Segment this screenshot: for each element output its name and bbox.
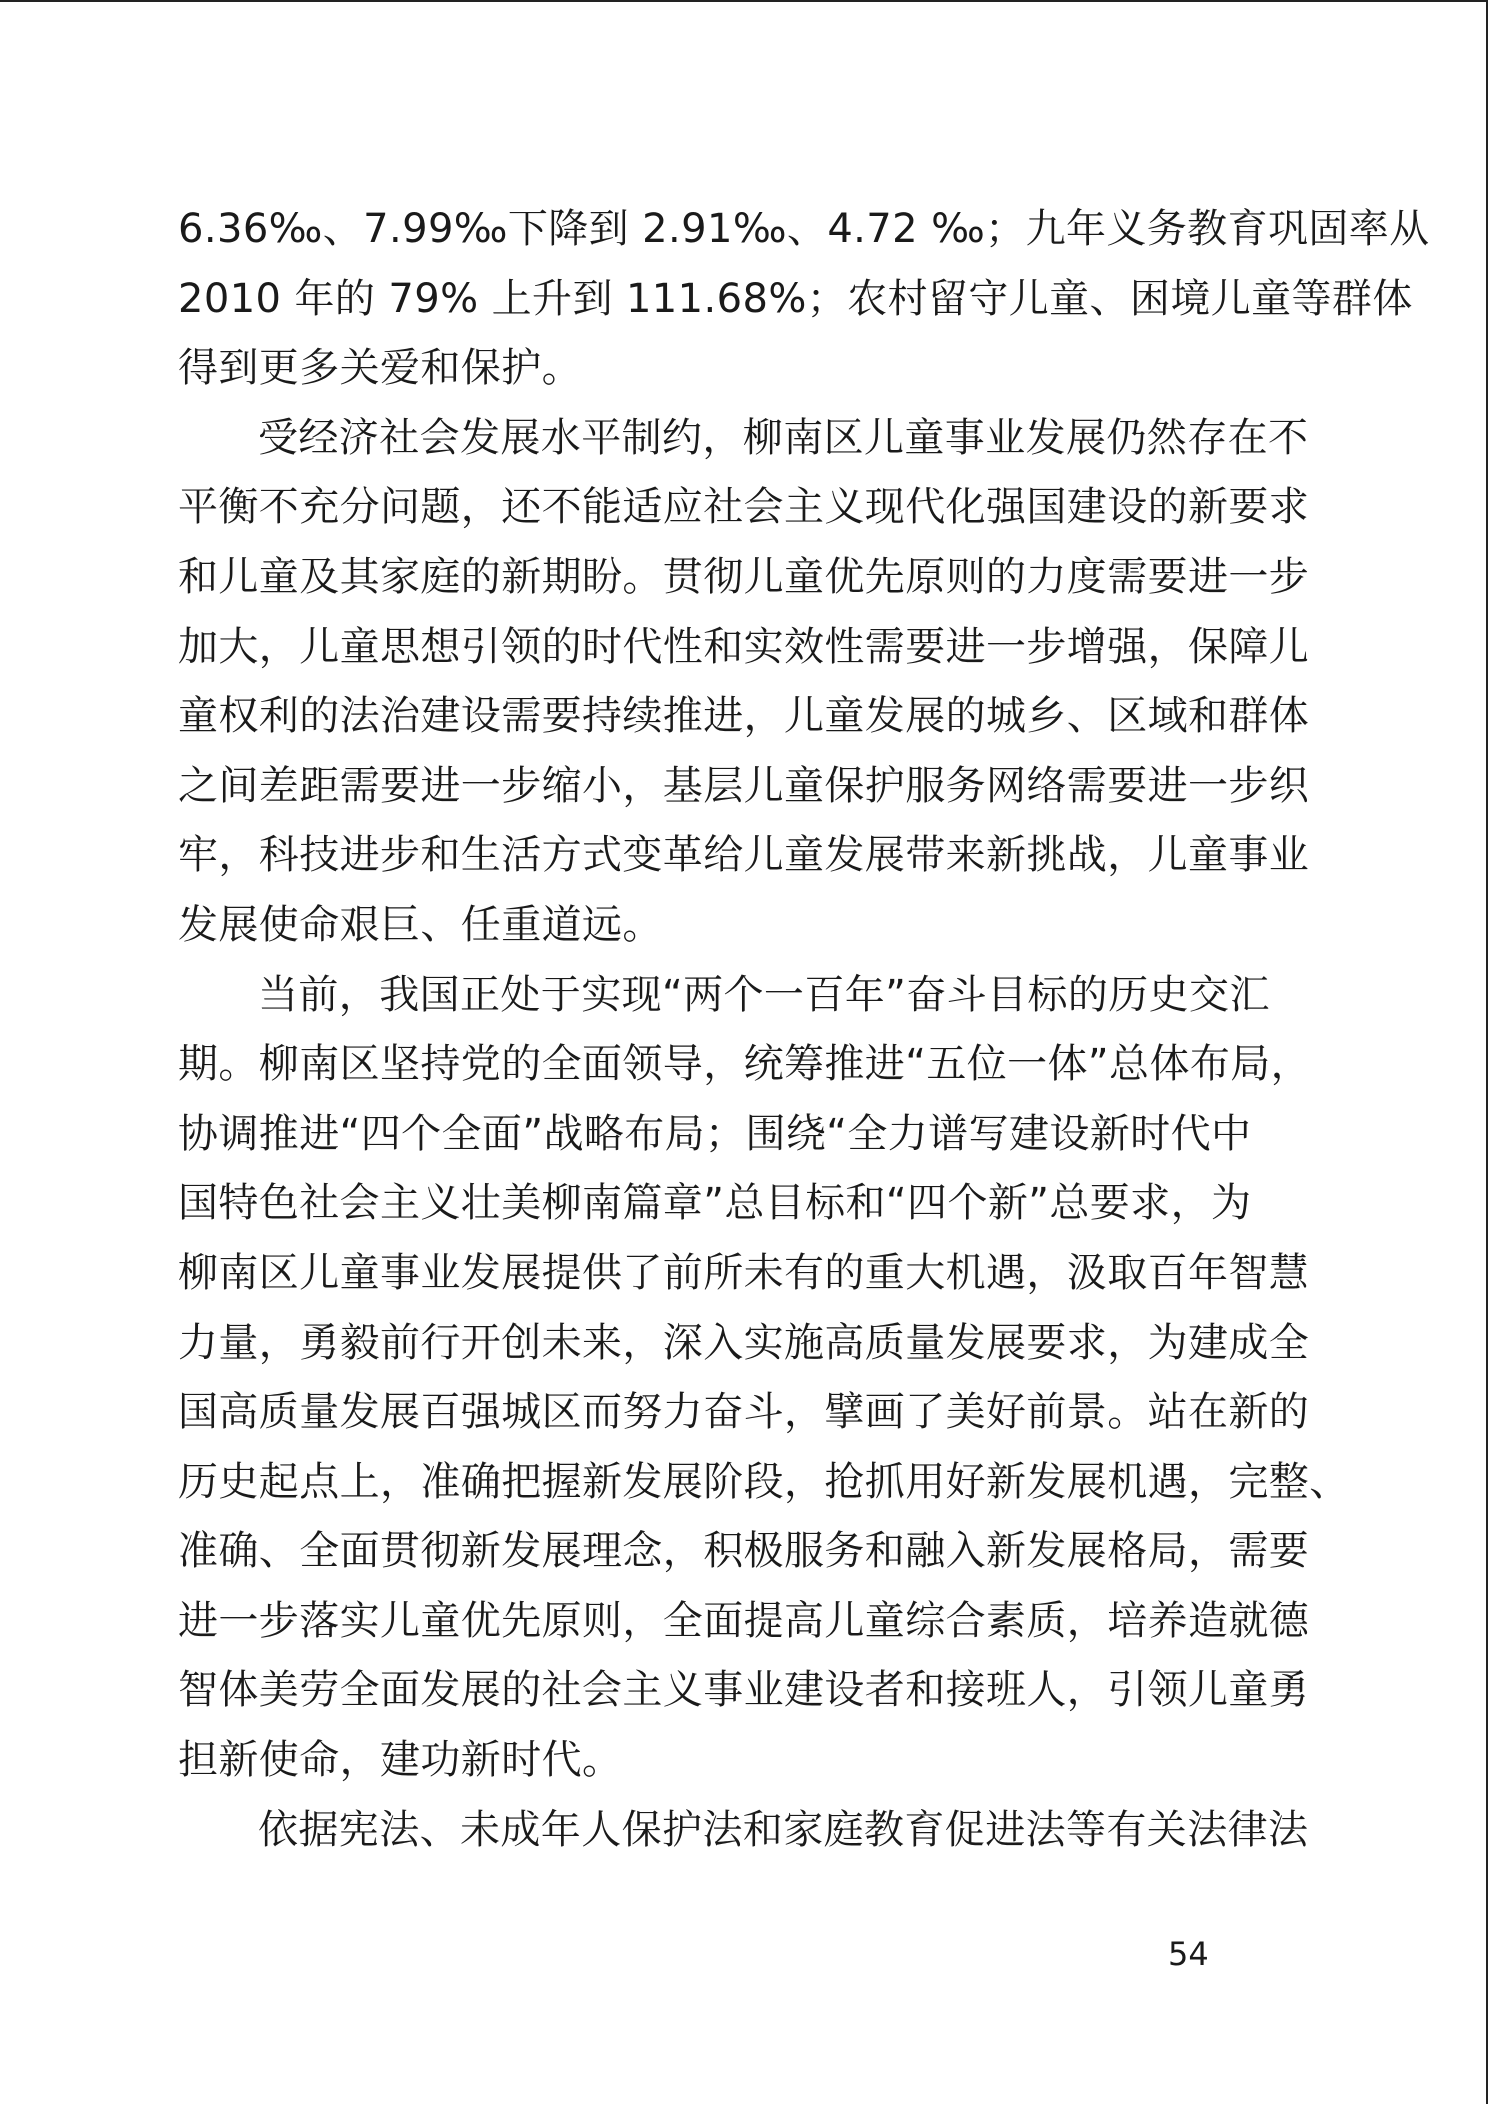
text-line: 6.36‰、7.99‰下降到 2.91‰、4.72 ‰；九年义务教育巩固率从 <box>178 206 1430 252</box>
page-number: 54 <box>1168 1935 1209 1973</box>
paragraph-start-line: 当前，我国正处于实现“两个一百年”奋斗目标的历史交汇 <box>258 971 1270 1018</box>
text-line: 柳南区儿童事业发展提供了前所未有的重大机遇，汲取百年智慧 <box>178 1249 1310 1296</box>
text-line: 发展使命艰巨、任重道远。 <box>178 901 663 948</box>
text-line: 协调推进“四个全面”战略布局；围绕“全力谱写建设新时代中 <box>178 1110 1252 1157</box>
text-line: 2010 年的 79% 上升到 111.68%；农村留守儿童、困境儿童等群体 <box>178 275 1413 322</box>
text-line: 力量，勇毅前行开创未来，深入实施高质量发展要求，为建成全 <box>178 1319 1310 1366</box>
text-line: 历史起点上，准确把握新发展阶段，抢抓用好新发展机遇，完整、 <box>178 1458 1350 1505</box>
text-line: 国高质量发展百强城区而努力奋斗，擘画了美好前景。站在新的 <box>178 1389 1310 1436</box>
body-text <box>178 195 1430 1865</box>
text-line: 进一步落实儿童优先原则，全面提高儿童综合素质，培养造就德 <box>178 1597 1310 1644</box>
text-line: 牢，科技进步和生活方式变革给儿童发展带来新挑战，儿童事业 <box>178 832 1310 879</box>
text-line: 国特色社会主义壮美柳南篇章”总目标和“四个新”总要求，为 <box>178 1180 1252 1227</box>
text-line: 平衡不充分问题，还不能适应社会主义现代化强国建设的新要求 <box>178 484 1310 531</box>
text-line: 之间差距需要进一步缩小，基层儿童保护服务网络需要进一步织 <box>178 762 1310 809</box>
paragraph-start-line: 依据宪法、未成年人保护法和家庭教育促进法等有关法律法 <box>258 1806 1309 1853</box>
text-line: 童权利的法治建设需要持续推进，儿童发展的城乡、区域和群体 <box>178 693 1310 740</box>
text-line: 和儿童及其家庭的新期盼。贯彻儿童优先原则的力度需要进一步 <box>178 553 1310 600</box>
text-line: 担新使命，建功新时代。 <box>178 1737 623 1784</box>
text-line: 期。柳南区坚持党的全面领导，统筹推进“五位一体”总体布局， <box>178 1041 1312 1088</box>
text-line: 准确、全面贯彻新发展理念，积极服务和融入新发展格局，需要 <box>178 1528 1310 1575</box>
text-line: 加大，儿童思想引领的时代性和实效性需要进一步增强，保障儿 <box>178 623 1310 670</box>
paragraph-start-line: 受经济社会发展水平制约，柳南区儿童事业发展仍然存在不 <box>258 414 1309 461</box>
text-line: 得到更多关爱和保护。 <box>178 345 582 392</box>
text-line: 智体美劳全面发展的社会主义事业建设者和接班人，引领儿童勇 <box>178 1667 1310 1714</box>
